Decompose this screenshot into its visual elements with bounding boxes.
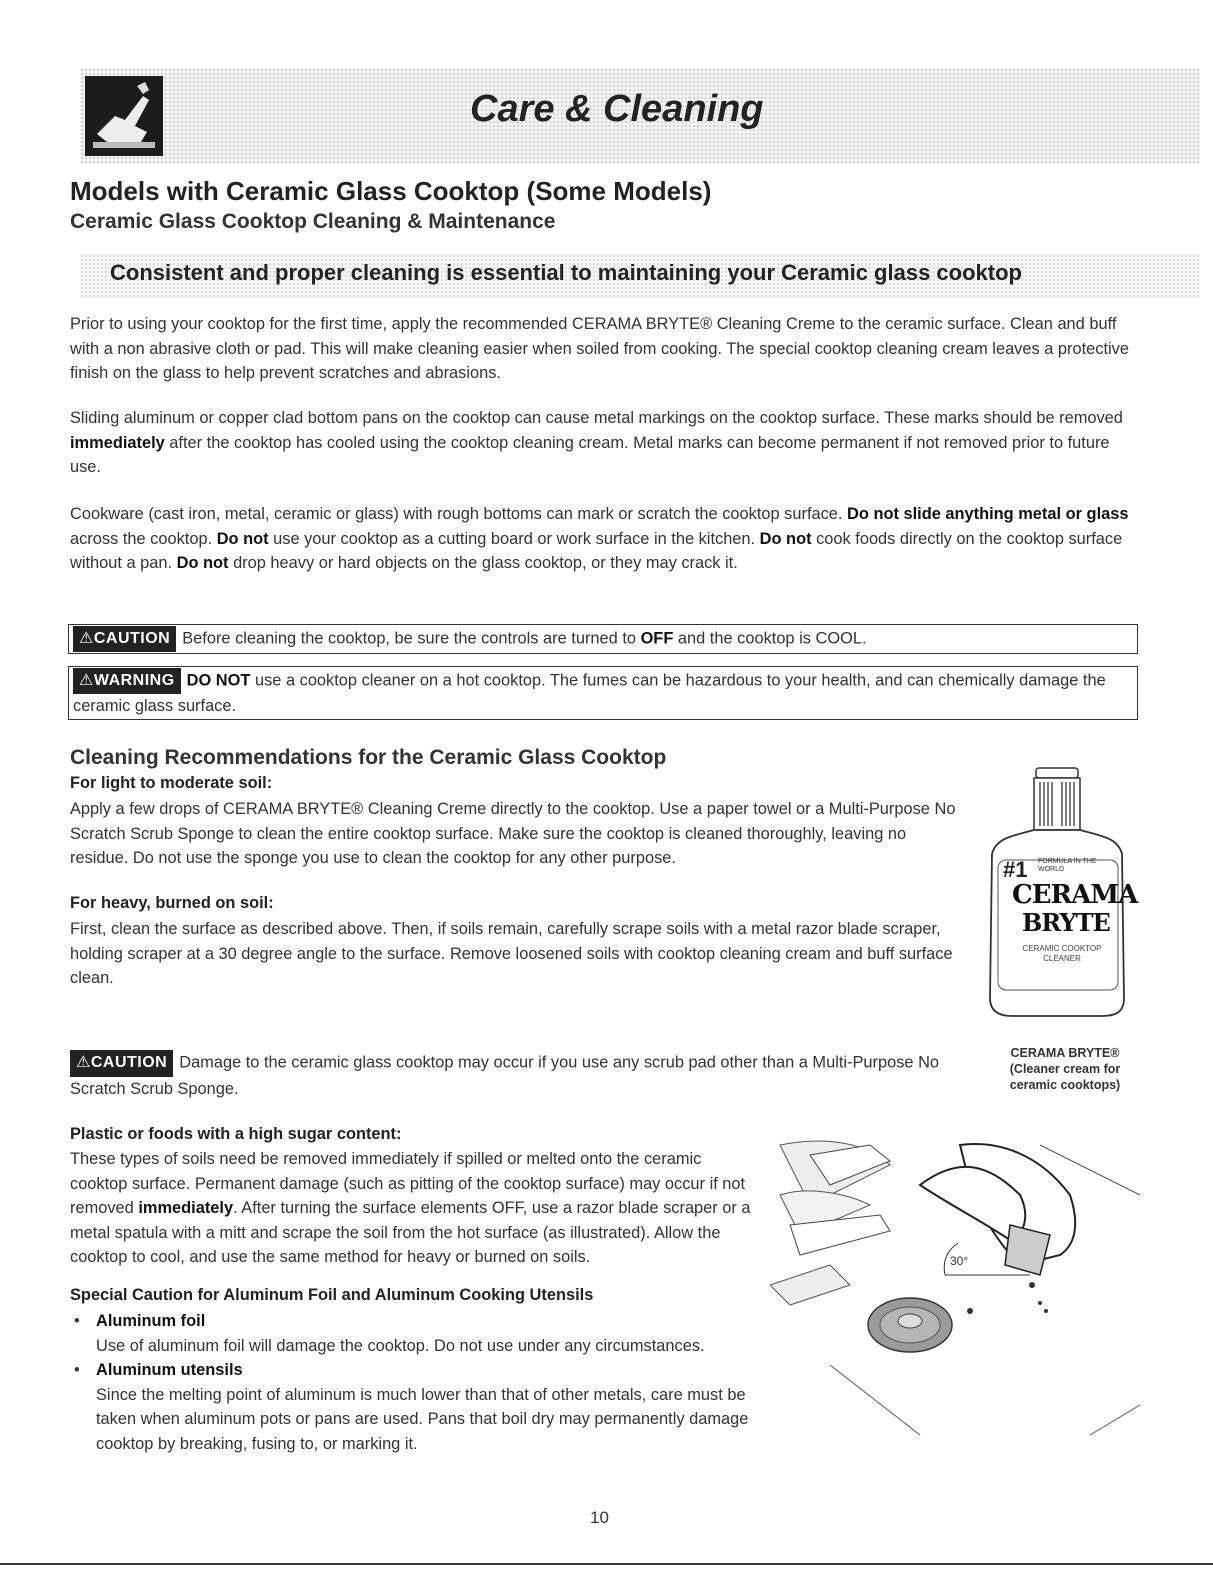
- caution-notice-2: ⚠CAUTION Damage to the ceramic glass cooktop may occur if you use any scrub pad other than a Multi-Purpose No Scratch Scrub Sponge.: [70, 1050, 970, 1101]
- bottle-label-number: #1: [1003, 857, 1028, 882]
- recommendations-title: Cleaning Recommendations for the Ceramic Glass Cooktop: [70, 746, 667, 769]
- cleaning-hand-icon: [85, 76, 163, 156]
- aluminum-foil-text: Use of aluminum foil will damage the cooktop. Do not use under any circumstances.: [96, 1336, 705, 1355]
- page-number: 10: [590, 1508, 609, 1527]
- caution-badge-2: ⚠CAUTION: [70, 1050, 173, 1077]
- scraper-illustration: [770, 1125, 1150, 1445]
- page-title: Care & Cleaning: [470, 88, 764, 130]
- product-caption: CERAMA BRYTE® (Cleaner cream for ceramic cooktops): [1009, 1046, 1121, 1092]
- aluminum-title: Special Caution for Aluminum Foil and Aluminum Cooking Utensils: [70, 1286, 594, 1304]
- section-title: Models with Ceramic Glass Cooktop (Some Models): [70, 176, 712, 206]
- light-soil-text: Apply a few drops of CERAMA BRYTE® Cleaning Creme directly to the cooktop. Use a paper towel or a Multi-Purpose No Scratch Scrub Sponge to clean the entire cooktop surface. Make sure the cooktop is cleaned thoroughly, leaving no residue. Do not use the sponge you use to clean the cooktop for any other purpose.: [70, 800, 956, 867]
- bottle-label-small: FORMULA IN THE WORLD: [1038, 858, 1097, 873]
- bottle-brand-sub: CERAMIC COOKTOP CLEANER: [1022, 944, 1102, 963]
- heavy-soil-text: First, clean the surface as described above. Then, if soils remain, carefully scrape soils with a metal razor blade scraper, holding scraper at a 30 degree angle to the surface. Remove loosened soils with cooktop cleaning cream and buff surface clean.: [70, 920, 953, 987]
- heavy-soil-title: For heavy, burned on soil:: [70, 894, 274, 912]
- sugar-text: These types of soils need be removed immediately if spilled or melted onto the ceramic cooktop surface. Permanent damage (such as pitting of the cooktop surface) may occur if not removed immediately. After turning the surface elements OFF, use a razor blade scraper or a metal spatula with a mitt and scrape the soil from the hot surface (as illustrated). Allow the cooktop to cool, and use the same method for heavy or burned on soils.: [70, 1150, 751, 1266]
- aluminum-utensils-text: Since the melting point of aluminum is much lower than that of other metals, care must be taken when aluminum pots or pans are used. Pans that boil dry may permanently damage cooktop by breaking, fusing to, or marking it.: [96, 1385, 749, 1453]
- list-item: [70, 1358, 770, 1456]
- warning-badge: ⚠WARNING: [73, 668, 181, 694]
- bottle-brand-line-2: BRYTE: [1022, 908, 1110, 937]
- caution-notice: ⚠CAUTION Before cleaning the cooktop, be sure the controls are turned to OFF and the cooktop is COOL.: [68, 624, 1138, 654]
- bottom-rule: [0, 1563, 1213, 1565]
- intro-paragraph-1: Prior to using your cooktop for the first time, apply the recommended CERAMA BRYTE® Cleaning Creme to the ceramic surface. Clean and buff with a non abrasive cloth or pad. This will make cleaning easier when soiled from cooking. The special cooktop cleaning cream leaves a protective finish on the glass to help prevent scratches and abrasions.: [70, 315, 1129, 382]
- aluminum-utensils-title: Aluminum utensils: [96, 1361, 243, 1379]
- warning-notice: ⚠WARNING DO NOT use a cooktop cleaner on a hot cooktop. The fumes can be hazardous to your health, and can chemically damage the ceramic glass surface.: [68, 666, 1138, 720]
- light-soil-title: For light to moderate soil:: [70, 774, 273, 792]
- angle-label: 30°: [950, 1254, 969, 1268]
- intro-paragraph-2: Sliding aluminum or copper clad bottom pans on the cooktop can cause metal markings on the cooktop surface. These marks should be removed immediately after the cooktop has cooled using the cooktop cleaning cream. Metal marks can become permanent if not removed prior to future use.: [70, 409, 1123, 476]
- sub-banner-text: Consistent and proper cleaning is essential to maintaining your Ceramic glass cooktop: [110, 260, 1022, 285]
- sugar-title: Plastic or foods with a high sugar content:: [70, 1125, 402, 1143]
- list-item: [70, 1309, 770, 1358]
- intro-paragraph-3: Cookware (cast iron, metal, ceramic or glass) with rough bottoms can mark or scratch the cooktop surface. Do not slide anything metal or glass across the cooktop. Do not use your cooktop as a cutting board or work surface in the kitchen. Do not cook foods directly on the cooktop surface without a pan. Do not drop heavy or hard objects on the glass cooktop, or they may crack it.: [70, 505, 1129, 572]
- bottle-brand-line-1: CERAMA: [1012, 880, 1138, 910]
- aluminum-foil-title: Aluminum foil: [96, 1312, 206, 1330]
- aluminum-list: [70, 1309, 770, 1456]
- caution-badge: ⚠CAUTION: [73, 626, 176, 652]
- section-subtitle: Ceramic Glass Cooktop Cleaning & Maintenance: [70, 210, 556, 233]
